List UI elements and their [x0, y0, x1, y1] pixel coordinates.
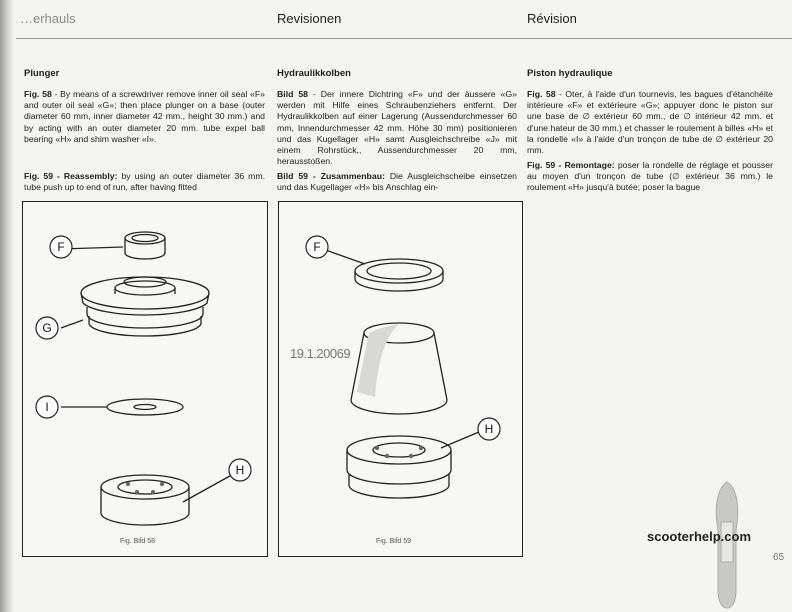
figure-58-label-i: I: [45, 400, 49, 414]
figure-58-label-h: H: [235, 463, 245, 477]
german-bild58-lead: Bild 58: [277, 89, 308, 99]
figure-59-frame: [278, 201, 523, 557]
french-paragraph-fig59: [527, 160, 773, 194]
figure-58-drawing: [23, 202, 267, 556]
header-english: …erhauls: [20, 11, 76, 26]
english-fig59-lead: Fig. 59 - Reassembly:: [24, 171, 118, 181]
french-fig58-lead: Fig. 58: [527, 89, 556, 99]
german-bild58-text: - Der innere Dichtring «F» und der äussere «G» werden mit Hilfe eines Schraubenziehers entfernt. Der Hydraulikkolben auf einer Lagerung (Aussendurchmesser 60 mm, Innendurchmesser 42 mm. Höhe 30 mm) positionieren und das Kugellager «H» samt Ausgleichschreibe «J» mit einem Rohrstück,, Aussendurchmesser 20 mm, herausstoßen.: [277, 89, 517, 167]
figure-58-frame: [22, 201, 268, 557]
french-fig59-text: poser la rondelle de réglage et pousser au moyen d'un tronçon de tube (∅ extérieur 36 mm.) le roulement «H» jusqu'à butée; poser la bague: [527, 160, 774, 193]
german-paragraph-bild59: [277, 171, 517, 193]
section-title-french: Piston hydraulique: [527, 68, 613, 79]
english-fig58-text: - By means of a screwdriver remove inner oil seal «F» and outer oil seal «G»; then place plunger on a base (outer diameter 60 mm, inner diameter 42 mm., height 30 mm.) and by acting with an outer diameter 20 mm. tube expel ball bearing «H» and shim washer «I».: [24, 89, 265, 144]
figure-59-caption: Fig. Bild 59: [376, 538, 412, 545]
figure-59-drawing: [279, 202, 522, 556]
french-fig59-lead: Fig. 59 - Remontage:: [527, 160, 615, 170]
header-rule: [16, 38, 792, 39]
french-fig58-text: - Oter, à l'aide d'un tournevis, les bagues d'étanchéite intérieure «F» et extérieure «G»; appuyer donc le piston sur une base de ∅ extérieur 60 mm., de ∅ intérieur 42 mm. et d'une hateur de 30 mm.) et chasser le roulement à billes «H» et la rondelle «I» à l'aide d'un tronçon de tube de ∅ extérieur 20 mm.: [527, 89, 773, 156]
page-number: 65: [773, 552, 785, 563]
figure-59-label-h: H: [484, 422, 494, 436]
english-paragraph-fig58: [24, 89, 265, 145]
figure-59-label-f: F: [313, 240, 321, 254]
section-title-english: Plunger: [24, 68, 60, 79]
english-fig59-text: by using an outer diameter 36 mm. tube push up to end of run, after having fitted: [24, 171, 266, 193]
english-fig58-lead: Fig. 58: [24, 89, 52, 99]
figure-58-label-g: G: [42, 321, 52, 335]
scooter-watermark-icon: [702, 478, 752, 612]
german-bild59-lead: Bild 59 - Zusammenbau:: [277, 171, 385, 181]
page-binding-shadow: [0, 0, 14, 612]
english-paragraph-fig59: [24, 171, 265, 193]
section-title-german: Hydraulikkolben: [277, 68, 351, 79]
figure-58-caption: Fig. Bild 58: [120, 538, 156, 545]
figure-58-label-f: F: [57, 240, 65, 254]
french-paragraph-fig58: [527, 89, 773, 156]
header-french: Révision: [527, 11, 577, 26]
german-paragraph-bild58: [277, 89, 517, 167]
german-bild59-text: Die Ausgleichscheibe einsetzen und das Kugellager «H» bis Anschlag ein-: [277, 171, 517, 193]
website-watermark: scooterhelp.com: [647, 529, 752, 544]
header-german: Revisionen: [277, 11, 342, 26]
date-stamp: 19.1.20069: [290, 346, 351, 361]
